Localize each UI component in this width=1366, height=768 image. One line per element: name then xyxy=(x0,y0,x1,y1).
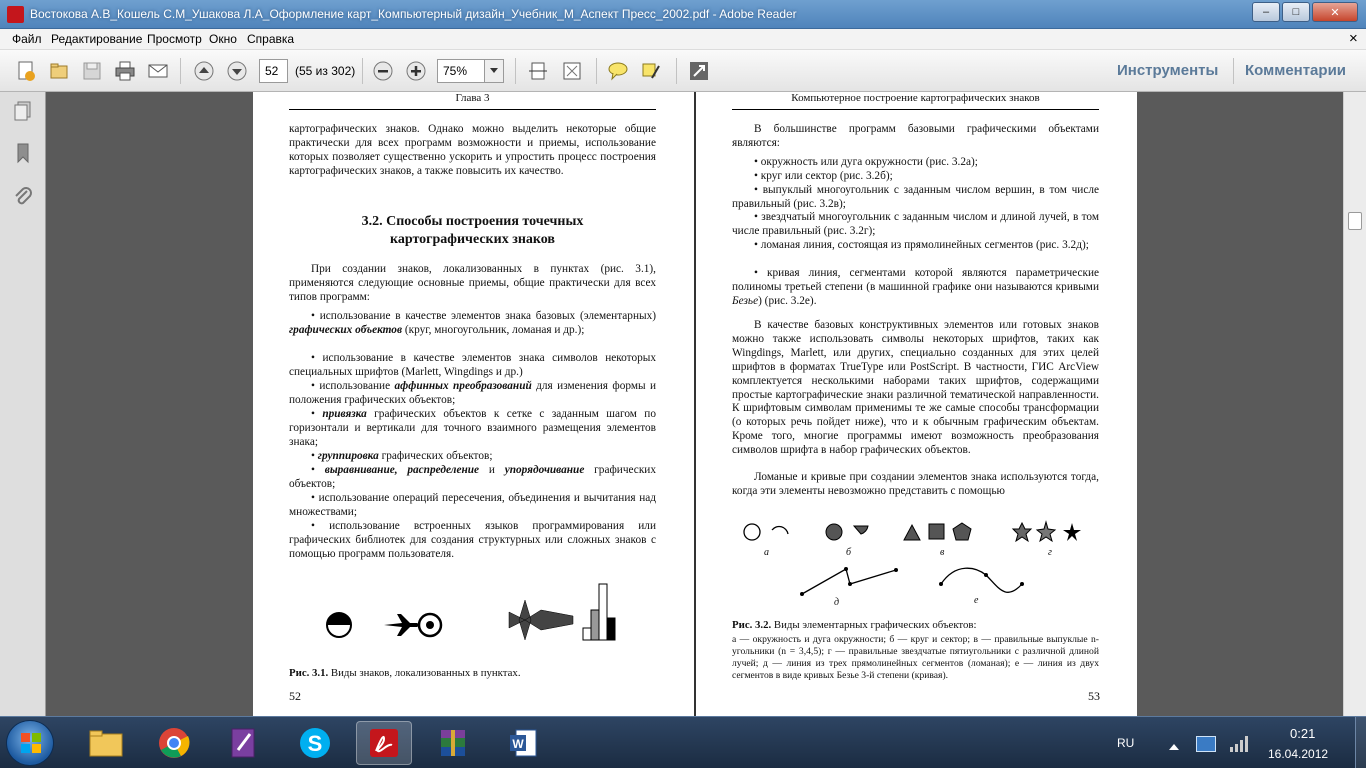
list-item: • ломаная линия, состоящая из прямолинейных сегментов (рис. 3.2д); xyxy=(754,239,1089,251)
page-count-label: (55 из 302) xyxy=(295,64,356,78)
sector-shape xyxy=(854,526,868,534)
language-indicator[interactable]: RU xyxy=(1117,736,1135,750)
paragraph: картографических знаков. Однако можно выделить некоторые общие практически для всех программ возможности и приемы, использование которых позволяет существенно ускорить и упростить процесс построения картографических знаков, а также повысить их качество. xyxy=(289,123,656,177)
scrollbar-thumb[interactable] xyxy=(1348,212,1362,230)
figure-description: а — окружность и дуга окружности; б — круг и сектор; в — правильные выпуклые n-угольники (n = 3,4,5); г — правильные звездчатые пятиугольники с различной длиной лучей; д — линия из трех прямолинейных сегментов (ломаная); е — линия из двух сегментов в виде кривых Безье 3-й степени (кривая). xyxy=(732,634,1099,681)
comments-tab[interactable]: Комментарии xyxy=(1245,62,1347,79)
menu-window[interactable]: Окно xyxy=(209,32,237,46)
dot-circle-symbol xyxy=(419,614,441,636)
envelope-icon xyxy=(147,60,169,82)
onenote-button[interactable] xyxy=(216,721,272,765)
bookmarks-button[interactable] xyxy=(8,138,38,168)
header-rule xyxy=(289,109,656,110)
figure-caption: Рис. 3.2. Виды элементарных графических объектов: xyxy=(732,619,977,631)
highlight-button[interactable] xyxy=(637,58,665,84)
show-hidden-icons-button[interactable] xyxy=(1168,739,1180,757)
list-item: • группировка графических объектов; xyxy=(311,450,493,462)
bezier-curve-shape xyxy=(939,568,1024,592)
page-number: 52 xyxy=(289,689,301,703)
save-icon xyxy=(81,60,103,82)
paragraph: В большинстве программ базовыми графическими объектами являются: xyxy=(732,123,1099,149)
zoom-select[interactable]: 75% xyxy=(437,59,487,83)
page-number: 53 xyxy=(1088,689,1100,703)
fit-page-button[interactable] xyxy=(558,58,586,84)
chrome-button[interactable] xyxy=(146,721,202,765)
toolbar-separator xyxy=(1233,58,1234,84)
section-title: картографических знаков xyxy=(390,232,555,247)
full-screen-button[interactable] xyxy=(685,58,713,84)
figure-caption: Рис. 3.1. Виды знаков, локализованных в пунктах. xyxy=(289,667,521,679)
menu-file[interactable]: Файл xyxy=(12,32,42,46)
list-item: • использование аффинных преобразований для изменения формы и положения графических объектов; xyxy=(289,380,657,406)
polyline-shape xyxy=(800,567,898,596)
list-item: • использование в качестве элементов знака символов некоторых специальных шрифтов (Marlett, Wingdings и др.) xyxy=(289,352,656,378)
fit-width-icon xyxy=(527,60,549,82)
square-shape xyxy=(929,524,944,539)
svg-text:W: W xyxy=(512,737,524,751)
list-item: • привязка графических объектов к сетке с заданным шагом по горизонтали и вертикали для точного взаимного размещения элементов знака; xyxy=(289,408,656,448)
zoom-out-button[interactable] xyxy=(369,58,397,84)
list-item: • круг или сектор (рис. 3.2б); xyxy=(754,170,893,182)
star-shape xyxy=(1063,523,1081,541)
folder-icon xyxy=(88,728,124,758)
window-title: Востокова А.В_Кошель С.М_Ушакова Л.А_Оформление карт_Компьютерный дизайн_Учебник_М_Аспект Пресс_2002.pdf - Adobe Reader xyxy=(30,7,797,21)
previous-page-button[interactable] xyxy=(190,58,218,84)
list-item: • использование в качестве элементов знака базовых (элементарных) графических объектов (круг, многоугольник, ломаная и др.); xyxy=(289,310,656,336)
clock-date[interactable]: 16.04.2012 xyxy=(1268,747,1329,761)
adobe-reader-taskbar-button[interactable] xyxy=(356,721,412,765)
adobe-reader-icon xyxy=(368,727,400,759)
half-circle-symbol xyxy=(327,613,351,637)
arrow-up-icon xyxy=(193,60,215,82)
close-button[interactable]: ✕ xyxy=(1312,2,1358,22)
figure-label: а xyxy=(764,547,769,558)
notebook-icon xyxy=(228,726,260,760)
vertical-scrollbar[interactable] xyxy=(1343,92,1366,716)
triangle-shape xyxy=(904,525,920,540)
paperclip-icon xyxy=(12,186,34,208)
comment-button[interactable] xyxy=(604,58,632,84)
wind-rose-symbol xyxy=(509,600,573,640)
clock-time[interactable]: 0:21 xyxy=(1290,726,1316,741)
section-title: 3.2. Способы построения точечных xyxy=(361,214,584,229)
page-53 xyxy=(696,92,1137,716)
circle-shape xyxy=(744,524,760,540)
adobe-reader-icon[interactable] xyxy=(7,6,24,23)
bar-chart-symbol xyxy=(583,584,615,640)
page-thumbnails-button[interactable] xyxy=(8,96,38,126)
menu-view[interactable]: Просмотр xyxy=(147,32,202,46)
figure-label: б xyxy=(846,547,852,558)
windows-logo-icon xyxy=(7,721,55,767)
arrow-down-icon xyxy=(226,60,248,82)
menu-edit[interactable]: Редактирование xyxy=(51,32,143,46)
menu-help[interactable]: Справка xyxy=(247,32,295,46)
highlighter-icon xyxy=(640,60,662,82)
star-shape xyxy=(1013,523,1031,541)
next-page-button[interactable] xyxy=(223,58,251,84)
airplane-symbol xyxy=(384,614,419,636)
network-icon[interactable] xyxy=(1228,735,1248,758)
skype-icon xyxy=(298,726,332,760)
figure-3-1 xyxy=(313,580,633,650)
figure-3-2 xyxy=(736,512,1096,612)
list-item: • использование встроенных языков программирования или графических библиотек для создания структурных или сложных знаков с помощью программ пользователя. xyxy=(289,520,656,560)
list-item: • окружность или дуга окружности (рис. 3.2а); xyxy=(754,156,978,168)
attachments-button[interactable] xyxy=(8,182,38,212)
taskbar xyxy=(0,716,1366,768)
pentagon-shape xyxy=(953,523,971,540)
plus-icon xyxy=(405,60,427,82)
toolbar-separator xyxy=(676,58,677,84)
save-button[interactable] xyxy=(78,58,106,84)
list-item: • звездчатый многоугольник с заданным числом и длиной лучей, в том числе правильный (рис. 3.2г); xyxy=(732,211,1099,237)
title-bar xyxy=(0,0,1366,29)
toolbar-separator xyxy=(362,58,363,84)
figure-label: г xyxy=(1048,547,1052,558)
open-button[interactable] xyxy=(45,58,73,84)
running-header: Компьютерное построение картографических знаков xyxy=(791,92,1040,104)
maximize-button[interactable]: □ xyxy=(1282,2,1310,22)
archive-icon xyxy=(437,727,469,759)
svg-text:S: S xyxy=(307,731,323,756)
toolbar-separator xyxy=(596,58,597,84)
figure-label: е xyxy=(974,595,979,606)
page-52 xyxy=(253,92,694,716)
figure-label: в xyxy=(940,547,945,558)
minus-icon xyxy=(372,60,394,82)
tools-tab[interactable]: Инструменты xyxy=(1117,62,1219,79)
print-button[interactable] xyxy=(111,58,139,84)
chevron-down-icon xyxy=(489,67,499,75)
star-shape xyxy=(1037,522,1055,541)
arc-shape xyxy=(772,526,788,534)
navigation-pane xyxy=(0,92,46,716)
fit-page-icon xyxy=(561,60,583,82)
explorer-button[interactable] xyxy=(78,721,134,765)
winrar-button[interactable] xyxy=(425,721,481,765)
list-item: • кривая линия, сегментами которой являются параметрические полиномы третьей степени (в машинной графике они называются кривыми Безье) (рис. 3.2е). xyxy=(732,267,1099,307)
expand-icon xyxy=(688,60,710,82)
list-item: • использование операций пересечения, объединения и вычитания над множествами; xyxy=(289,492,657,518)
pages-icon xyxy=(12,100,34,122)
list-item: • выравнивание, распределение и упорядочивание графических объектов; xyxy=(289,464,656,490)
toolbar-separator xyxy=(180,58,181,84)
folder-icon xyxy=(48,60,70,82)
menu-bar xyxy=(0,29,1366,50)
page-number-input[interactable]: 52 xyxy=(259,59,288,83)
fit-width-button[interactable] xyxy=(524,58,552,84)
close-document-button[interactable]: × xyxy=(1349,30,1358,47)
create-pdf-icon xyxy=(15,60,37,82)
paragraph: В качестве базовых конструктивных элементов или готовых знаков можно также использовать символы некоторых шрифтов, таких как Wingdings, Marlett, или других, специально созданных для этих целей шрифтов в форматах TrueType или PostScript. В частности, ГИС ArcView комплектуется несколькими наборами таких шрифтов, содержащими простые картографические знаки различной тематической направленности. К шрифтовым символам применимы те же самые способы трансформации (о которых речь пойдет ниже), что и к обычным графическим объектам. Кроме того, многие программы имеют возможность преобразования символов шрифта в набор графических объектов. xyxy=(732,319,1099,457)
word-button[interactable] xyxy=(496,721,552,765)
show-desktop-button[interactable] xyxy=(1355,717,1366,768)
toolbar-separator xyxy=(515,58,516,84)
paragraph: При создании знаков, локализованных в пунктах (рис. 3.1), применяются следующие основные приемы, общие практически для всех типов программ: xyxy=(289,263,656,303)
email-button[interactable] xyxy=(144,58,172,84)
word-icon xyxy=(508,727,540,759)
minimize-button[interactable]: – xyxy=(1252,2,1280,22)
header-rule xyxy=(732,109,1099,110)
start-button[interactable] xyxy=(6,720,54,766)
chevron-up-icon xyxy=(1168,742,1180,752)
disk-shape xyxy=(826,524,842,540)
paragraph: Ломаные и кривые при создании элементов знака используются тогда, когда эти элементы невозможно представить с помощью xyxy=(732,471,1099,497)
zoom-in-button[interactable] xyxy=(402,58,430,84)
create-pdf-button[interactable] xyxy=(12,58,40,84)
list-item: • выпуклый многоугольник с заданным числом вершин, в том числе правильный (рис. 3.2в); xyxy=(732,184,1099,210)
tray-app-icon[interactable] xyxy=(1196,736,1216,752)
figure-label: д xyxy=(834,597,840,608)
toolbar xyxy=(0,50,1366,92)
speech-bubble-icon xyxy=(607,60,629,82)
skype-button[interactable] xyxy=(287,721,343,765)
printer-icon xyxy=(114,60,136,82)
running-header: Глава 3 xyxy=(455,92,490,104)
zoom-dropdown-button[interactable] xyxy=(484,59,504,83)
bookmark-icon xyxy=(12,142,34,164)
chrome-icon xyxy=(157,726,191,760)
